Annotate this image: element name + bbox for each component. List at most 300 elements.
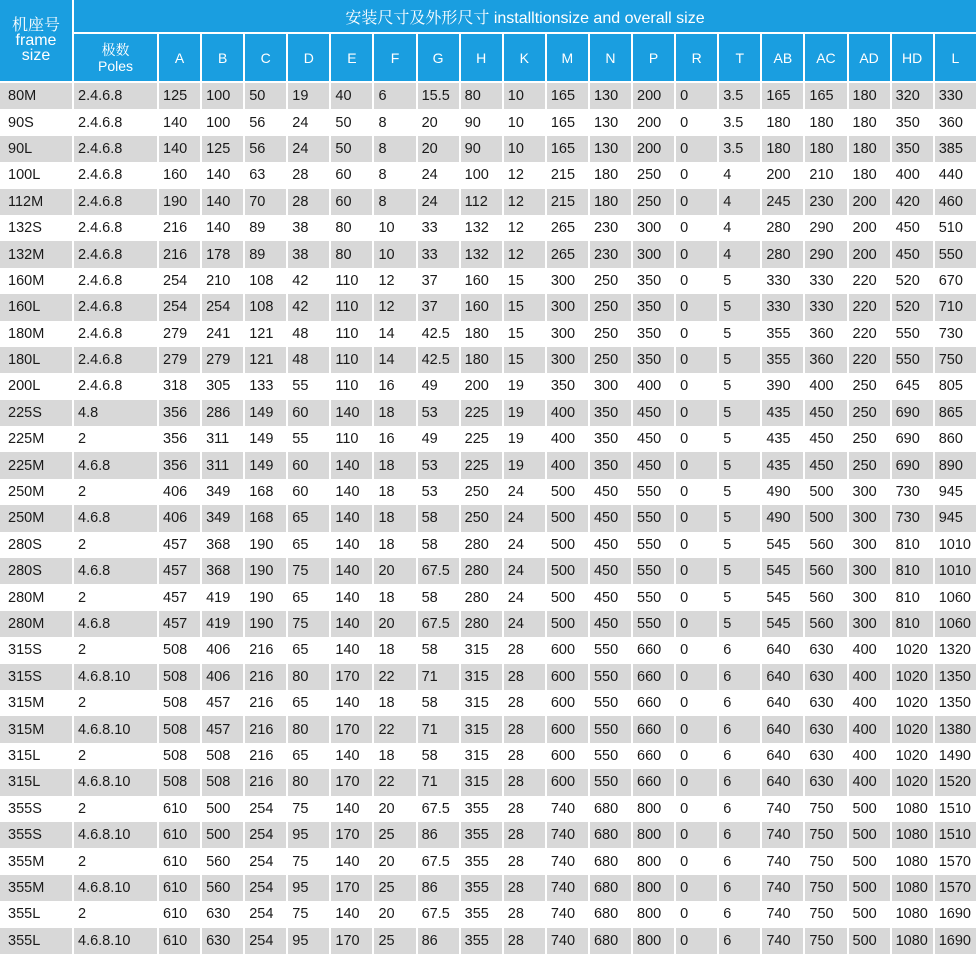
dimension-cell: 20: [374, 796, 415, 822]
dimension-cell: 406: [159, 505, 200, 531]
dimension-cell: 1080: [892, 822, 933, 848]
dimension-cell: 420: [892, 189, 933, 215]
dimension-cell: 28: [504, 928, 545, 954]
dimension-cell: 20: [418, 109, 459, 135]
poles-cell: 2: [74, 796, 157, 822]
table-row: [0, 796, 976, 822]
dimension-cell: 216: [245, 716, 286, 742]
dimension-cell: 300: [849, 532, 890, 558]
dimension-cell: 450: [805, 400, 846, 426]
dimension-cell: 805: [935, 373, 976, 399]
dimension-cell: 22: [374, 716, 415, 742]
dimension-cell: 15: [504, 347, 545, 373]
dimension-cell: 67.5: [418, 796, 459, 822]
frame-size-cell: 112M: [0, 189, 72, 215]
dimension-cell: 740: [762, 796, 803, 822]
dimension-cell: 6: [719, 769, 760, 795]
dimension-cell: 0: [676, 162, 717, 188]
dimension-cell: 500: [202, 796, 243, 822]
dimension-cell: 65: [288, 532, 329, 558]
dimension-cell: 315: [461, 769, 502, 795]
dimension-cell: 368: [202, 558, 243, 584]
dimension-cell: 800: [633, 901, 674, 927]
dimension-cell: 286: [202, 400, 243, 426]
dimension-cell: 6: [719, 822, 760, 848]
dimension-cell: 560: [202, 875, 243, 901]
poles-cell: 2: [74, 426, 157, 452]
dimension-cell: 355: [461, 875, 502, 901]
poles-cell: 4.6.8.10: [74, 928, 157, 954]
dimension-cell: 25: [374, 875, 415, 901]
dimension-cell: 560: [805, 584, 846, 610]
column-header: P: [633, 34, 674, 83]
dimension-cell: 140: [202, 162, 243, 188]
dimension-cell: 545: [762, 611, 803, 637]
dimension-cell: 230: [590, 241, 631, 267]
table-row: [0, 769, 976, 795]
column-header: HD: [892, 34, 933, 83]
dimension-cell: 250: [590, 294, 631, 320]
dimension-cell: 1060: [935, 611, 976, 637]
dimension-cell: 15: [504, 268, 545, 294]
poles-cell: 2: [74, 584, 157, 610]
dimension-cell: 28: [504, 769, 545, 795]
dimension-cell: 1080: [892, 796, 933, 822]
frame-size-cell: 315S: [0, 664, 72, 690]
dimension-cell: 38: [288, 241, 329, 267]
dimension-cell: 140: [331, 479, 372, 505]
dimension-cell: 545: [762, 558, 803, 584]
dimension-cell: 160: [461, 294, 502, 320]
dimension-cell: 400: [547, 426, 588, 452]
table-row: [0, 558, 976, 584]
dimension-cell: 168: [245, 505, 286, 531]
dimension-cell: 90: [461, 109, 502, 135]
dimension-cell: 250: [849, 426, 890, 452]
dimension-cell: 630: [202, 928, 243, 954]
dimension-cell: 28: [504, 875, 545, 901]
dimension-cell: 1570: [935, 848, 976, 874]
dimension-cell: 740: [547, 822, 588, 848]
dimension-cell: 140: [331, 452, 372, 478]
dimension-cell: 630: [805, 716, 846, 742]
dimension-cell: 56: [245, 109, 286, 135]
dimension-cell: 180: [849, 136, 890, 162]
dimension-cell: 125: [202, 136, 243, 162]
dimension-cell: 48: [288, 321, 329, 347]
dimension-cell: 560: [805, 558, 846, 584]
dimension-cell: 800: [633, 928, 674, 954]
dimension-cell: 550: [633, 584, 674, 610]
dimension-cell: 500: [849, 796, 890, 822]
dimension-cell: 49: [418, 373, 459, 399]
dimension-cell: 0: [676, 716, 717, 742]
dimension-cell: 300: [547, 294, 588, 320]
dimension-cell: 220: [849, 347, 890, 373]
dimension-cell: 0: [676, 584, 717, 610]
table-title: 安装尺寸及外形尺寸 installtionsize and overall size: [74, 0, 976, 34]
dimension-cell: 180: [805, 136, 846, 162]
dimension-cell: 53: [418, 479, 459, 505]
dimension-cell: 330: [805, 294, 846, 320]
poles-cell: 2.4.6.8: [74, 347, 157, 373]
dimension-cell: 406: [202, 664, 243, 690]
poles-cell: 2.4.6.8: [74, 189, 157, 215]
dimension-cell: 385: [935, 136, 976, 162]
poles-cell: 2.4.6.8: [74, 268, 157, 294]
dimension-cell: 6: [719, 928, 760, 954]
dimension-cell: 400: [849, 637, 890, 663]
dimension-cell: 300: [849, 611, 890, 637]
dimension-cell: 400: [849, 743, 890, 769]
dimension-cell: 16: [374, 426, 415, 452]
frame-size-header-cn: 机座号: [11, 17, 60, 34]
dimension-cell: 457: [159, 584, 200, 610]
dimension-cell: 28: [288, 162, 329, 188]
dimension-cell: 550: [892, 347, 933, 373]
dimension-cell: 419: [202, 611, 243, 637]
dimension-cell: 1320: [935, 637, 976, 663]
dimension-cell: 19: [288, 83, 329, 109]
dimension-cell: 24: [504, 558, 545, 584]
dimension-cell: 200: [849, 189, 890, 215]
dimension-cell: 5: [719, 321, 760, 347]
dimension-cell: 356: [159, 400, 200, 426]
dimension-cell: 0: [676, 637, 717, 663]
dimension-cell: 18: [374, 532, 415, 558]
dimension-cell: 406: [202, 637, 243, 663]
dimension-cell: 165: [547, 83, 588, 109]
dimension-cell: 0: [676, 321, 717, 347]
dimension-cell: 0: [676, 426, 717, 452]
dimension-cell: 645: [892, 373, 933, 399]
dimension-cell: 67.5: [418, 901, 459, 927]
dimension-cell: 250: [461, 505, 502, 531]
dimension-cell: 1010: [935, 558, 976, 584]
table-row: [0, 294, 976, 320]
dimension-cell: 254: [245, 928, 286, 954]
dimension-cell: 550: [590, 769, 631, 795]
dimension-cell: 24: [504, 532, 545, 558]
dimension-cell: 33: [418, 241, 459, 267]
table-row: [0, 83, 976, 109]
dimension-cell: 280: [461, 611, 502, 637]
dimension-cell: 279: [202, 347, 243, 373]
dimension-cell: 200: [849, 215, 890, 241]
dimension-cell: 24: [418, 162, 459, 188]
dimension-cell: 800: [633, 796, 674, 822]
poles-header-en: Poles: [97, 57, 134, 74]
dimension-cell: 130: [590, 83, 631, 109]
dimension-cell: 280: [461, 584, 502, 610]
dimension-cell: 254: [245, 875, 286, 901]
poles-header: [74, 34, 157, 83]
dimension-cell: 690: [892, 452, 933, 478]
dimension-cell: 200: [762, 162, 803, 188]
dimension-cell: 12: [504, 189, 545, 215]
dimension-cell: 110: [331, 294, 372, 320]
dimension-cell: 125: [159, 83, 200, 109]
dimension-cell: 19: [504, 400, 545, 426]
dimension-cell: 140: [331, 611, 372, 637]
dimension-cell: 356: [159, 452, 200, 478]
dimension-cell: 28: [504, 901, 545, 927]
dimension-cell: 600: [547, 716, 588, 742]
dimension-cell: 100: [202, 109, 243, 135]
dimension-cell: 630: [805, 664, 846, 690]
dimension-cell: 215: [547, 189, 588, 215]
dimension-cell: 24: [504, 505, 545, 531]
dimension-cell: 610: [159, 822, 200, 848]
dimension-cell: 1380: [935, 716, 976, 742]
dimension-cell: 108: [245, 294, 286, 320]
dimension-cell: 6: [719, 901, 760, 927]
dimension-cell: 110: [331, 268, 372, 294]
dimension-cell: 750: [805, 901, 846, 927]
dimension-cell: 140: [331, 690, 372, 716]
dimension-cell: 24: [504, 611, 545, 637]
dimension-cell: 24: [418, 189, 459, 215]
dimension-cell: 149: [245, 426, 286, 452]
dimension-cell: 450: [590, 505, 631, 531]
frame-size-cell: 225M: [0, 426, 72, 452]
dimension-cell: 0: [676, 109, 717, 135]
dimension-cell: 330: [762, 294, 803, 320]
dimension-cell: 400: [849, 690, 890, 716]
dimension-cell: 300: [633, 241, 674, 267]
dimension-cell: 140: [331, 743, 372, 769]
dimension-cell: 350: [633, 268, 674, 294]
dimension-cell: 630: [805, 769, 846, 795]
dimension-cell: 265: [547, 241, 588, 267]
dimension-cell: 58: [418, 690, 459, 716]
dimension-cell: 42.5: [418, 321, 459, 347]
dimension-cell: 170: [331, 822, 372, 848]
dimension-cell: 660: [633, 637, 674, 663]
frame-size-cell: 180L: [0, 347, 72, 373]
dimension-cell: 450: [633, 426, 674, 452]
dimension-cell: 560: [805, 611, 846, 637]
dimension-cell: 86: [418, 875, 459, 901]
dimension-cell: 130: [590, 109, 631, 135]
dimension-cell: 165: [547, 109, 588, 135]
dimension-cell: 800: [633, 848, 674, 874]
dimension-cell: 945: [935, 479, 976, 505]
dimension-cell: 400: [892, 162, 933, 188]
dimension-cell: 500: [849, 901, 890, 927]
dimension-cell: 640: [762, 743, 803, 769]
dimension-cell: 4: [719, 215, 760, 241]
dimension-cell: 216: [245, 743, 286, 769]
dimension-cell: 457: [202, 716, 243, 742]
dimension-cell: 67.5: [418, 848, 459, 874]
column-header: E: [331, 34, 372, 83]
dimension-cell: 250: [633, 162, 674, 188]
frame-size-cell: 90S: [0, 109, 72, 135]
dimension-cell: 279: [159, 321, 200, 347]
dimension-cell: 0: [676, 690, 717, 716]
dimension-cell: 110: [331, 347, 372, 373]
column-header: AB: [762, 34, 803, 83]
dimension-cell: 0: [676, 136, 717, 162]
dimension-cell: 216: [245, 769, 286, 795]
dimension-cell: 265: [547, 215, 588, 241]
dimension-cell: 140: [331, 637, 372, 663]
dimension-cell: 132: [461, 215, 502, 241]
dimension-cell: 100: [202, 83, 243, 109]
dimension-cell: 550: [590, 637, 631, 663]
dimension-cell: 355: [461, 796, 502, 822]
table-row: [0, 136, 976, 162]
dimension-cell: 180: [762, 136, 803, 162]
dimension-cell: 15: [504, 294, 545, 320]
dimension-cell: 5: [719, 400, 760, 426]
dimension-cell: 254: [159, 268, 200, 294]
dimension-cell: 0: [676, 479, 717, 505]
table-row: [0, 189, 976, 215]
dimension-cell: 305: [202, 373, 243, 399]
dimension-cell: 180: [590, 189, 631, 215]
poles-cell: 2.4.6.8: [74, 136, 157, 162]
dimension-cell: 320: [892, 83, 933, 109]
dimension-cell: 355: [762, 321, 803, 347]
dimension-cell: 368: [202, 532, 243, 558]
dimension-cell: 225: [461, 426, 502, 452]
dimension-cell: 180: [849, 109, 890, 135]
dimension-cell: 38: [288, 215, 329, 241]
dimension-cell: 450: [805, 452, 846, 478]
dimension-cell: 65: [288, 584, 329, 610]
dimension-cell: 640: [762, 769, 803, 795]
dimension-cell: 89: [245, 215, 286, 241]
dimension-cell: 170: [331, 716, 372, 742]
dimension-cell: 680: [590, 928, 631, 954]
dimension-cell: 730: [892, 479, 933, 505]
dimension-cell: 48: [288, 347, 329, 373]
column-header: G: [418, 34, 459, 83]
dimension-cell: 500: [202, 822, 243, 848]
dimension-cell: 300: [849, 479, 890, 505]
table-row: [0, 901, 976, 927]
dimension-cell: 80: [288, 769, 329, 795]
dimension-cell: 250: [590, 268, 631, 294]
dimension-cell: 740: [762, 822, 803, 848]
dimension-cell: 190: [245, 584, 286, 610]
column-header: K: [504, 34, 545, 83]
dimension-cell: 230: [590, 215, 631, 241]
column-header: T: [719, 34, 760, 83]
dimension-cell: 5: [719, 558, 760, 584]
dimension-cell: 55: [288, 373, 329, 399]
dimension-cell: 350: [547, 373, 588, 399]
dimension-cell: 0: [676, 373, 717, 399]
dimension-cell: 300: [849, 558, 890, 584]
dimension-cell: 690: [892, 426, 933, 452]
column-header: A: [159, 34, 200, 83]
dimension-cell: 80: [331, 215, 372, 241]
dimension-cell: 5: [719, 426, 760, 452]
dimension-cell: 750: [805, 822, 846, 848]
dimension-cell: 215: [547, 162, 588, 188]
dimension-cell: 58: [418, 743, 459, 769]
dimension-cell: 140: [331, 796, 372, 822]
dimension-cell: 280: [762, 215, 803, 241]
dimension-cell: 860: [935, 426, 976, 452]
column-header: AD: [849, 34, 890, 83]
table-row: [0, 400, 976, 426]
dimension-cell: 490: [762, 479, 803, 505]
dimension-cell: 300: [633, 215, 674, 241]
dimension-cell: 508: [159, 743, 200, 769]
table-row: [0, 452, 976, 478]
table-row: [0, 162, 976, 188]
dimension-cell: 1080: [892, 928, 933, 954]
dimension-cell: 71: [418, 769, 459, 795]
table-row: [0, 268, 976, 294]
table-row: [0, 479, 976, 505]
dimension-cell: 450: [633, 400, 674, 426]
dimension-cell: 19: [504, 373, 545, 399]
dimension-cell: 110: [331, 321, 372, 347]
dimension-cell: 225: [461, 400, 502, 426]
dimension-cell: 280: [461, 532, 502, 558]
dimension-cell: 230: [805, 189, 846, 215]
dimension-cell: 680: [590, 848, 631, 874]
dimension-cell: 95: [288, 875, 329, 901]
dimension-cell: 5: [719, 479, 760, 505]
dimension-cell: 0: [676, 875, 717, 901]
dimension-cell: 60: [288, 452, 329, 478]
dimension-cell: 149: [245, 452, 286, 478]
frame-size-cell: 355M: [0, 875, 72, 901]
table-row: [0, 109, 976, 135]
dimension-cell: 750: [805, 875, 846, 901]
dimension-cell: 108: [245, 268, 286, 294]
dimension-cell: 1080: [892, 875, 933, 901]
dimension-cell: 740: [547, 928, 588, 954]
table-row: [0, 690, 976, 716]
dimension-cell: 10: [504, 109, 545, 135]
dimension-cell: 500: [547, 558, 588, 584]
dimension-cell: 560: [202, 848, 243, 874]
dimension-cell: 550: [633, 505, 674, 531]
dimension-cell: 0: [676, 611, 717, 637]
dimension-cell: 545: [762, 532, 803, 558]
dimension-cell: 1510: [935, 796, 976, 822]
column-header: L: [935, 34, 976, 83]
dimension-cell: 216: [245, 690, 286, 716]
dimension-cell: 112: [461, 189, 502, 215]
dimension-cell: 200: [849, 241, 890, 267]
dimension-cell: 20: [374, 901, 415, 927]
dimension-cell: 740: [762, 875, 803, 901]
dimension-cell: 865: [935, 400, 976, 426]
frame-size-cell: 280S: [0, 532, 72, 558]
dimension-cell: 330: [935, 83, 976, 109]
dimension-cell: 75: [288, 848, 329, 874]
dimension-cell: 660: [633, 664, 674, 690]
dimension-cell: 130: [590, 136, 631, 162]
dimension-cell: 1490: [935, 743, 976, 769]
table-row: [0, 848, 976, 874]
dimension-cell: 28: [504, 690, 545, 716]
dimension-cell: 0: [676, 215, 717, 241]
dimension-cell: 550: [935, 241, 976, 267]
dimension-cell: 121: [245, 321, 286, 347]
dimension-cell: 58: [418, 584, 459, 610]
dimension-cell: 25: [374, 822, 415, 848]
frame-size-header-en: frame size: [15, 32, 57, 64]
